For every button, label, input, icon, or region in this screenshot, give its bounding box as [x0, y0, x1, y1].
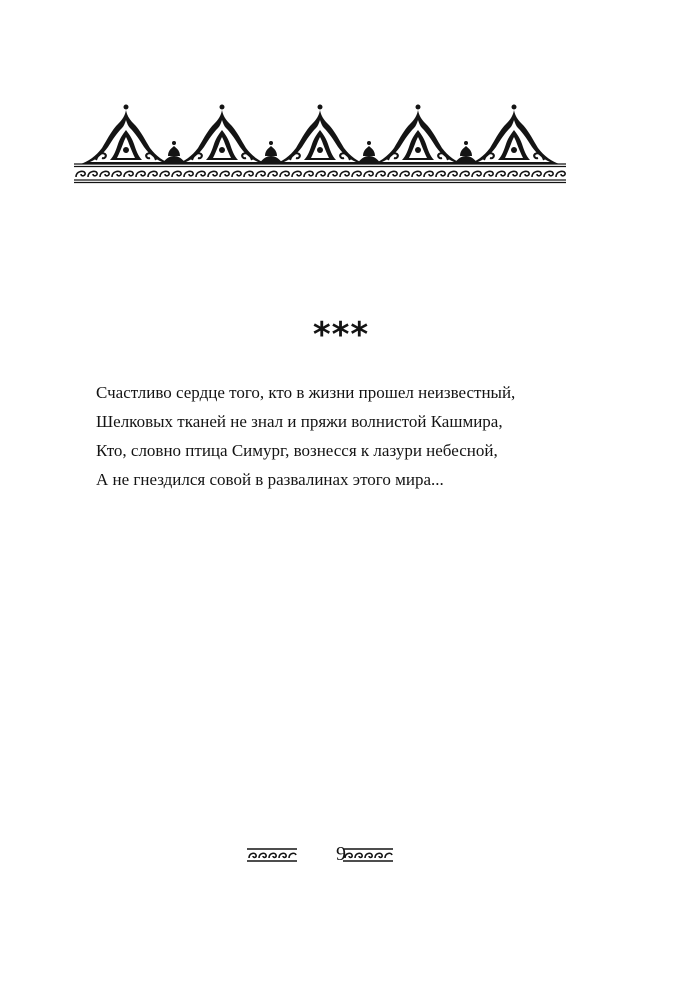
section-separator: *** [312, 315, 370, 355]
arch-motif [176, 105, 268, 165]
wave-scroll-ornament-icon [343, 848, 393, 862]
ornamental-arch-border-icon [74, 104, 566, 184]
arch-motif [274, 105, 366, 165]
arch-motif [80, 105, 172, 165]
page-footer [0, 842, 682, 866]
wave-scroll-band [76, 171, 565, 177]
poem-line: Шелковых тканей не знал и пряжи волнистой Кашмира, [96, 412, 503, 431]
arch-motif [372, 105, 464, 165]
leaf-sprig-motif [259, 141, 283, 164]
header-ornament-border [74, 104, 566, 184]
leaf-sprig-motif [162, 141, 186, 164]
poem-line: Счастливо сердце того, кто в жизни прошел неизвестный, [96, 383, 516, 402]
page-number: 9 [336, 843, 346, 865]
poem-line: А не гнездился совой в развалинах этого мира... [96, 470, 444, 489]
arch-motif [468, 105, 560, 165]
leaf-sprig-motif [357, 141, 381, 164]
poem-line: Кто, словно птица Симург, вознесся к лазури небесной, [96, 441, 498, 460]
leaf-sprig-motif [454, 141, 478, 164]
poem-stanza [96, 378, 636, 494]
